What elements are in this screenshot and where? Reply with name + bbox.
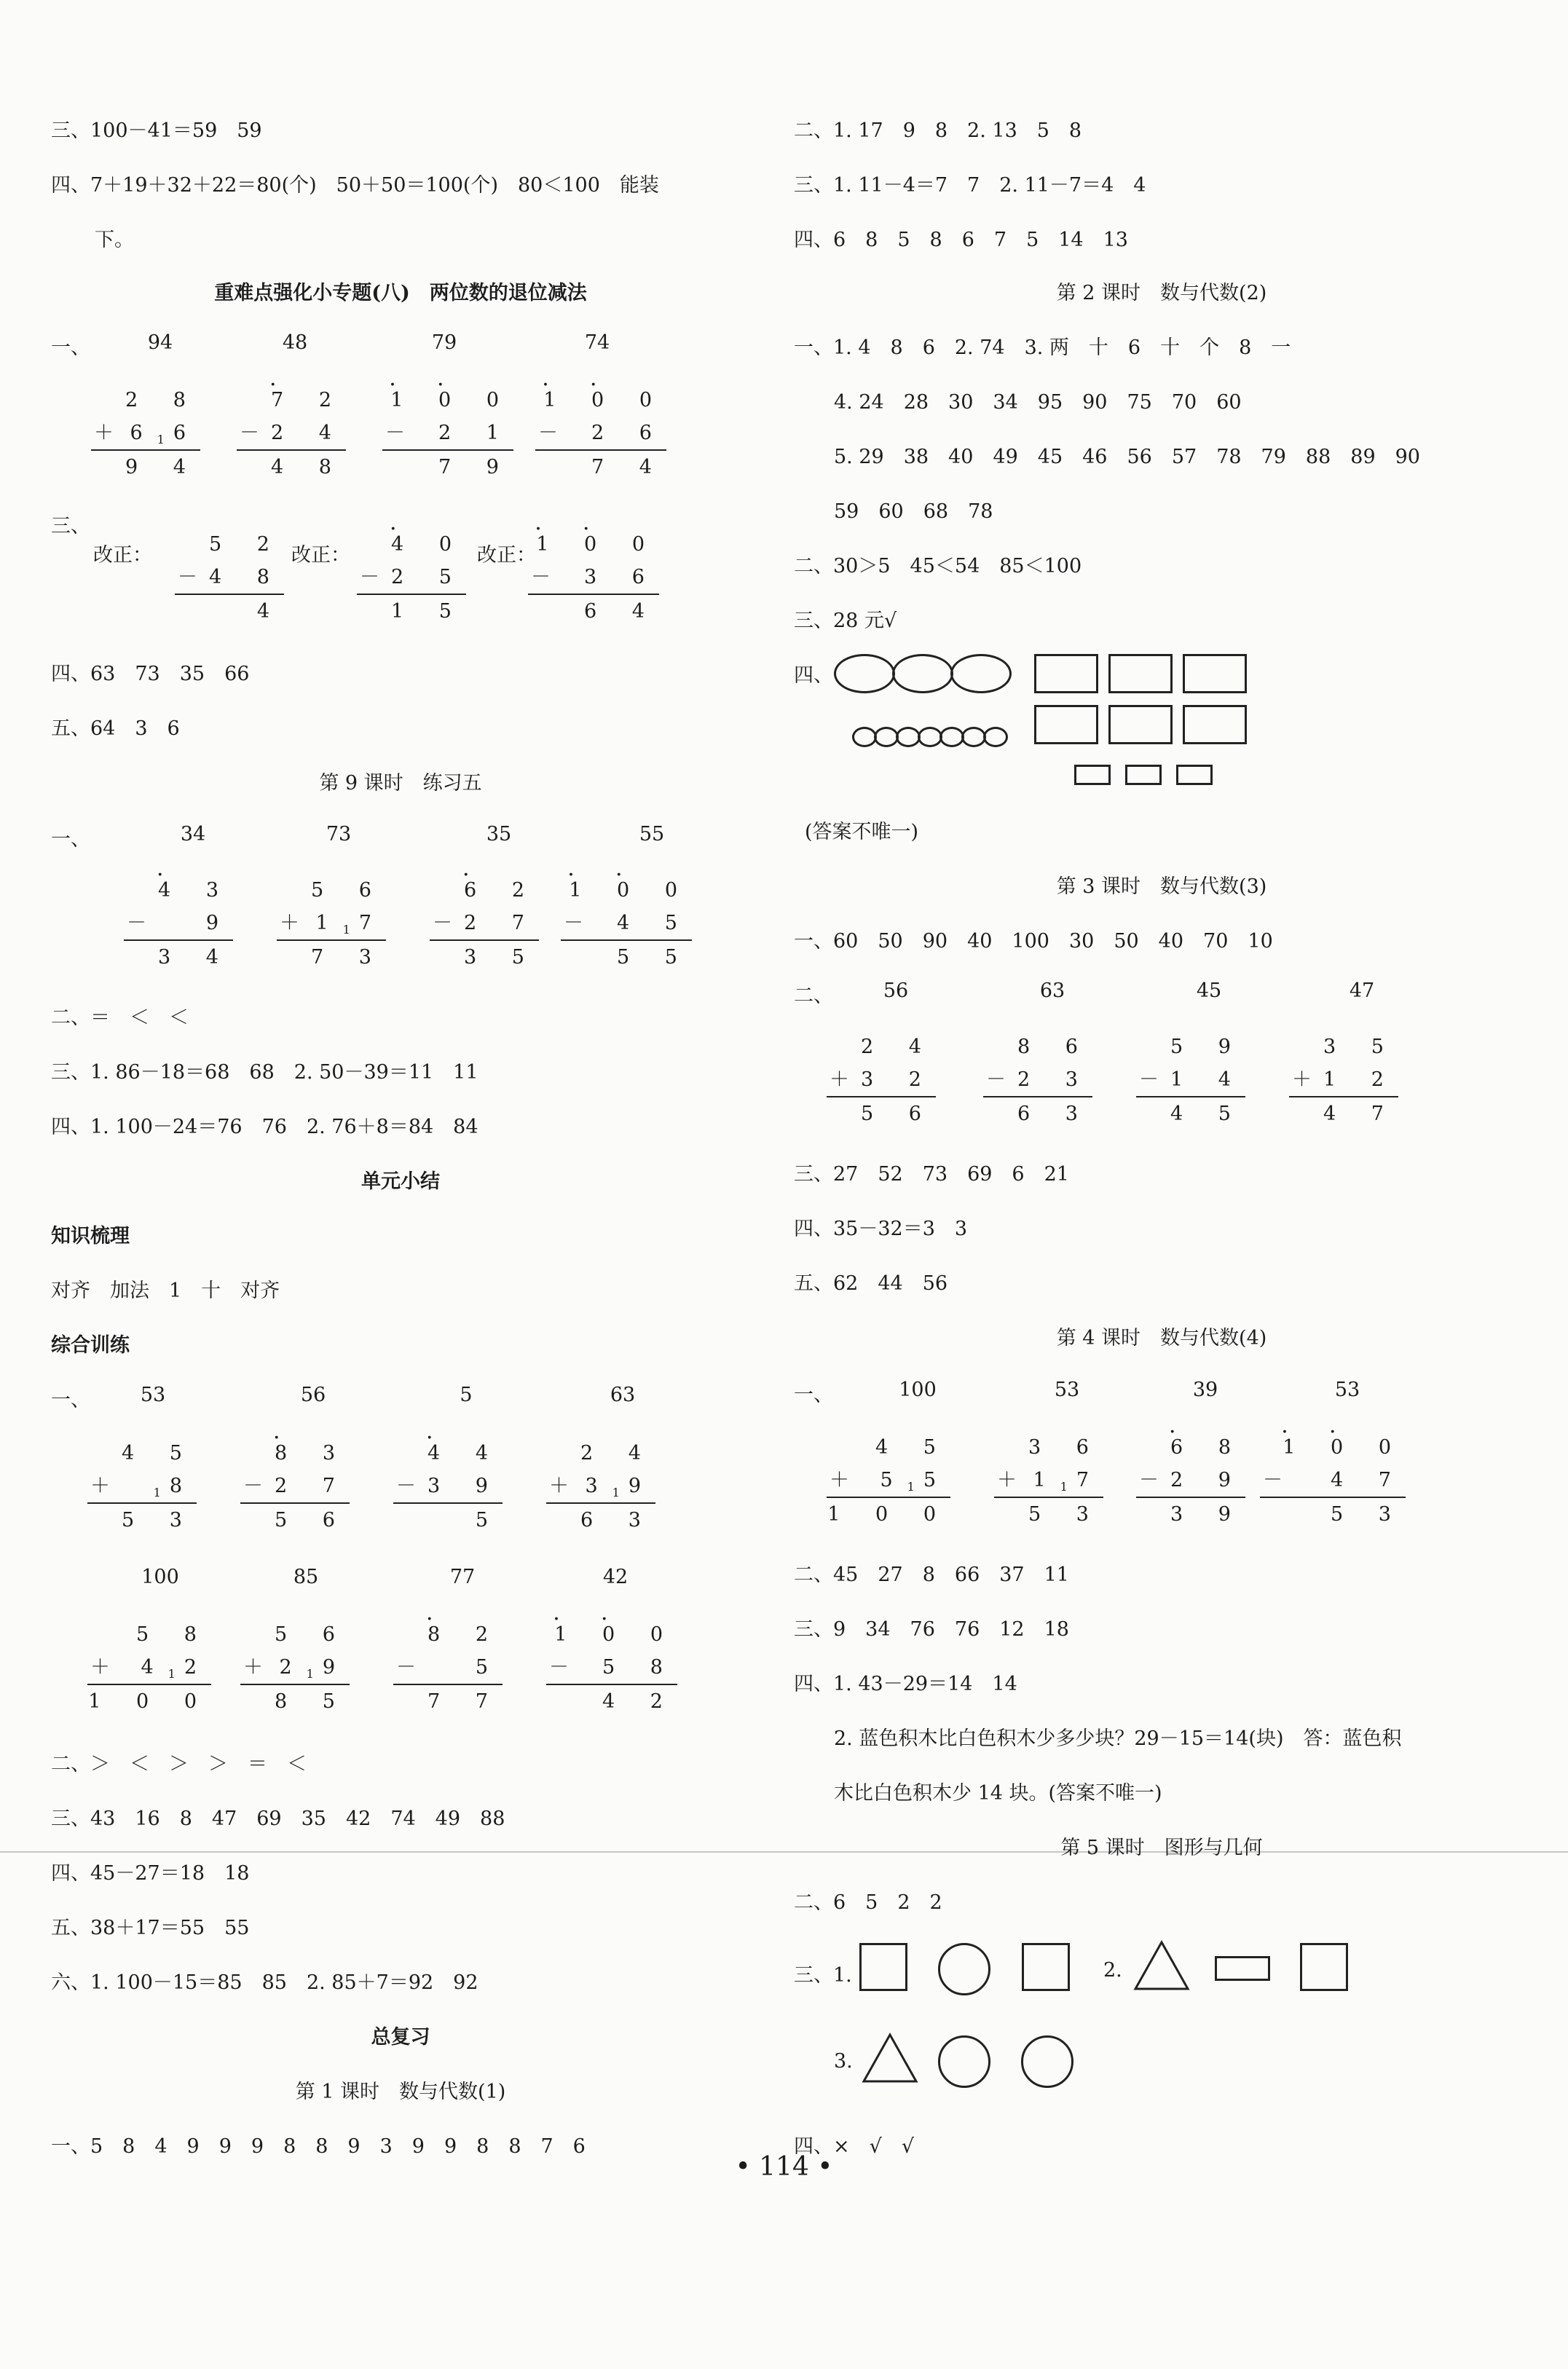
answer-line: 四、35－32＝3 3: [794, 1218, 968, 1240]
triangle-shape: [861, 2032, 919, 2084]
result-value: 100: [899, 1379, 937, 1401]
vertical-calculation: 2 4 ＋ 3 2 5 6: [827, 1030, 936, 1130]
circle-shape: [1021, 2035, 1073, 2088]
rectangle-shape: [1108, 654, 1173, 693]
answer-line: 三、100－41＝59 59: [51, 119, 262, 142]
question-label: 一、: [51, 336, 90, 359]
small-ellipse-shape: [874, 727, 899, 747]
ellipse-shape: [834, 654, 895, 693]
small-ellipse-shape: [961, 727, 986, 747]
answer-line: 二、＝ ＜ ＜: [51, 1006, 189, 1029]
page-number: • 114 •: [735, 2152, 833, 2182]
question-label: 二、: [794, 985, 833, 1007]
result-value: 56: [883, 979, 909, 1002]
question-label: 三、: [51, 515, 90, 537]
small-ellipse-shape: [939, 727, 964, 747]
vertical-calculation: 8 · 3 － 2 7 5 6: [240, 1437, 350, 1537]
vertical-calculation: 5 6 ＋ $1_1$ 7 7 3: [277, 874, 386, 974]
square-shape: [1022, 1943, 1070, 1991]
subsection-heading: 知识梳理: [51, 1225, 130, 1247]
result-value: 34: [180, 823, 206, 845]
result-value: 55: [639, 823, 665, 845]
answer-line: 对齐 加法 1 十 对齐: [51, 1280, 280, 1302]
result-value: 53: [140, 1384, 166, 1406]
result-value: 73: [326, 823, 352, 845]
vertical-calculation: 8 · 2 － 5 7 7: [393, 1618, 503, 1718]
square-shape: [859, 1943, 907, 1991]
vertical-calculation: 6 · 8 － 2 9 3 9: [1136, 1431, 1245, 1531]
section-title: 重难点强化小专题(八) 两位数的退位减法: [214, 282, 587, 304]
section-title: 第 5 课时 图形与几何: [1060, 1837, 1263, 1859]
result-value: 53: [1054, 1379, 1080, 1401]
question-label: 一、: [51, 1389, 90, 1411]
answer-line: 五、38＋17＝55 55: [51, 1917, 250, 1939]
question-label: 3.: [834, 2050, 853, 2073]
vertical-calculation: 1 · 0 · 0 － 3 6 6 4: [528, 528, 659, 628]
question-label: 一、: [794, 1384, 833, 1406]
answer-line: 三、9 34 76 76 12 18: [794, 1618, 1069, 1641]
vertical-calculation: 4 5 ＋ $_1$ 8 5 3: [87, 1437, 197, 1537]
vertical-calculation: 6 · 2 － 2 7 3 5: [430, 874, 539, 974]
section-title: 第 2 课时 数与代数(2): [1056, 282, 1267, 304]
vertical-calculation: 1 · 0 · 0 － 2 6 7 4: [535, 384, 666, 484]
vertical-calculation: 8 6 － 2 3 6 3: [983, 1030, 1092, 1130]
vertical-calculation: 2 4 ＋ $3_1$ 9 6 3: [546, 1437, 655, 1537]
vertical-calculation: 2 8 ＋ $6_1$ 6 9 4: [91, 384, 200, 484]
vertical-calculation: 1 · 0 · 0 － 4 7 5 3: [1260, 1431, 1406, 1531]
result-value: 94: [147, 331, 173, 354]
answer-line: 一、5 8 4 9 9 9 8 8 9 3 9 9 8 8 7 6: [51, 2135, 586, 2158]
vertical-calculation: 3 5 ＋ 1 2 4 7: [1289, 1030, 1398, 1130]
result-value: 85: [293, 1566, 319, 1588]
section-title: 单元小结: [361, 1170, 440, 1193]
answer-line: 五、64 3 6: [51, 717, 180, 740]
answer-line: 三、1. 11－4＝7 7 2. 11－7＝4 4: [794, 174, 1146, 197]
answer-line: 三、28 元√: [794, 610, 897, 632]
answer-line: 2. 蓝色积木比白色积木少多少块？29－15＝14(块) 答：蓝色积: [834, 1727, 1402, 1750]
question-label: 四、: [794, 664, 833, 687]
answer-line: 一、60 50 90 40 100 30 50 40 70 10: [794, 930, 1273, 953]
answer-line: 二、＞ ＜ ＞ ＞ ＝ ＜: [51, 1753, 307, 1775]
answer-line: 四、45－27＝18 18: [51, 1862, 250, 1885]
result-value: 63: [1039, 979, 1065, 1002]
answer-line: 三、27 52 73 69 6 21: [794, 1163, 1069, 1186]
result-value: 63: [610, 1384, 636, 1406]
section-title: 第 1 课时 数与代数(1): [295, 2081, 506, 2103]
subsection-heading: 综合训练: [51, 1334, 130, 1357]
section-title: 第 9 课时 练习五: [319, 772, 482, 795]
answer-line: 一、1. 4 8 6 2. 74 3. 两 十 6 十 个 8 一: [794, 336, 1291, 359]
answer-line: 4. 24 28 30 34 95 90 75 70 60: [834, 391, 1242, 414]
result-value: 35: [486, 823, 512, 845]
answer-line: 三、1. 86－18＝68 68 2. 50－39＝11 11: [51, 1061, 478, 1084]
answer-line: 四、× √ √: [794, 2135, 915, 2158]
small-ellipse-shape: [918, 727, 942, 747]
small-ellipse-shape: [852, 727, 877, 747]
answer-line: 四、1. 100－24＝76 76 2. 76＋8＝84 84: [51, 1116, 478, 1138]
vertical-calculation: 5 9 － 1 4 4 5: [1136, 1030, 1245, 1130]
ellipse-shape: [950, 654, 1012, 693]
answer-line: 四、63 73 35 66: [51, 663, 250, 685]
question-label: 2.: [1103, 1959, 1122, 1982]
vertical-calculation: 4 · 4 － 3 9 5: [393, 1437, 503, 1537]
answer-line: 二、6 5 2 2: [794, 1891, 942, 1914]
answer-line: 四、7＋19＋32＋22＝80(个) 50＋50＝100(个) 80＜100 能装: [51, 174, 659, 197]
answer-line: 下。: [95, 229, 134, 251]
vertical-calculation: 5 2 － 4 8 4: [175, 528, 284, 628]
result-value: 45: [1196, 979, 1222, 1002]
vertical-calculation: 1 · 0 · 0 － 5 8 4 2: [546, 1618, 677, 1718]
vertical-calculation: 1 · 0 · 0 － 2 1 7 9: [382, 384, 513, 484]
result-value: 100: [141, 1566, 179, 1588]
vertical-calculation: 5 8 ＋ $4_1$ 2 1 0 0: [87, 1618, 211, 1718]
small-ellipse-shape: [896, 727, 921, 747]
answer-line: 二、45 27 8 66 37 11: [794, 1564, 1069, 1586]
result-value: 42: [602, 1566, 629, 1588]
answer-line: 木比白色积木少 14 块。(答案不唯一): [834, 1782, 1162, 1805]
answer-line: 五、62 44 56: [794, 1272, 948, 1295]
vertical-calculation: 7 · 2 － 2 4 4 8: [237, 384, 346, 484]
rectangle-shape: [1183, 654, 1247, 693]
fix-label: 改正：: [477, 544, 536, 567]
result-value: 74: [584, 331, 610, 354]
answer-line: 六、1. 100－15＝85 85 2. 85＋7＝92 92: [51, 1971, 478, 1994]
result-value: 39: [1192, 1379, 1218, 1401]
result-value: 5: [460, 1384, 473, 1406]
section-title: 第 3 课时 数与代数(3): [1056, 875, 1267, 898]
question-label: 三、1.: [794, 1964, 852, 1987]
small-rectangle-shape: [1125, 765, 1162, 785]
result-value: 77: [449, 1566, 476, 1588]
answer-line: 5. 29 38 40 49 45 46 56 57 78 79 88 89 90: [834, 446, 1420, 468]
vertical-calculation: 1 · 0 · 0 － 4 5 5 5: [561, 874, 692, 974]
result-value: 53: [1334, 1379, 1360, 1401]
answer-line: 二、1. 17 9 8 2. 13 5 8: [794, 119, 1082, 142]
answer-line: 四、1. 43－29＝14 14: [794, 1673, 1017, 1695]
answer-line: 四、6 8 5 8 6 7 5 14 13: [794, 229, 1128, 251]
ellipse-shape: [892, 654, 953, 693]
section-title: 总复习: [371, 2026, 430, 2049]
rectangle-shape: [1183, 705, 1247, 744]
vertical-calculation: 4 · 3 － 9 3 4: [124, 874, 233, 974]
rectangle-shape: [1215, 1956, 1270, 1981]
square-shape: [1300, 1943, 1348, 1991]
fix-label: 改正：: [93, 544, 152, 567]
circle-shape: [938, 2035, 990, 2088]
answer-line: 三、43 16 8 47 69 35 42 74 49 88: [51, 1808, 505, 1830]
result-value: 79: [431, 331, 457, 354]
vertical-calculation: 5 6 ＋ $2_1$ 9 8 5: [240, 1618, 350, 1718]
rectangle-shape: [1034, 654, 1098, 693]
vertical-calculation: 3 6 ＋ $1_1$ 7 5 3: [994, 1431, 1103, 1531]
answer-line: 二、30＞5 45＜54 85＜100: [794, 555, 1082, 578]
small-rectangle-shape: [1176, 765, 1213, 785]
fix-label: 改正：: [291, 544, 350, 567]
page-number-value: 114: [759, 2152, 809, 2182]
result-value: 56: [300, 1384, 326, 1406]
result-value: 48: [282, 331, 308, 354]
vertical-calculation: 4 · 0 － 2 5 1 5: [357, 528, 466, 628]
rectangle-shape: [1108, 705, 1173, 744]
result-value: 47: [1349, 979, 1375, 1002]
section-title: 第 4 课时 数与代数(4): [1056, 1327, 1267, 1349]
small-ellipse-shape: [983, 727, 1008, 747]
answer-line: (答案不唯一): [805, 821, 919, 843]
vertical-calculation: 4 5 ＋ $5_1$ 5 1 0 0: [827, 1431, 950, 1531]
circle-shape: [938, 1943, 990, 1995]
rectangle-shape: [1034, 705, 1098, 744]
question-label: 一、: [51, 828, 90, 851]
triangle-shape: [1132, 1939, 1191, 1992]
answer-line: 59 60 68 78: [834, 500, 993, 523]
small-rectangle-shape: [1074, 765, 1111, 785]
